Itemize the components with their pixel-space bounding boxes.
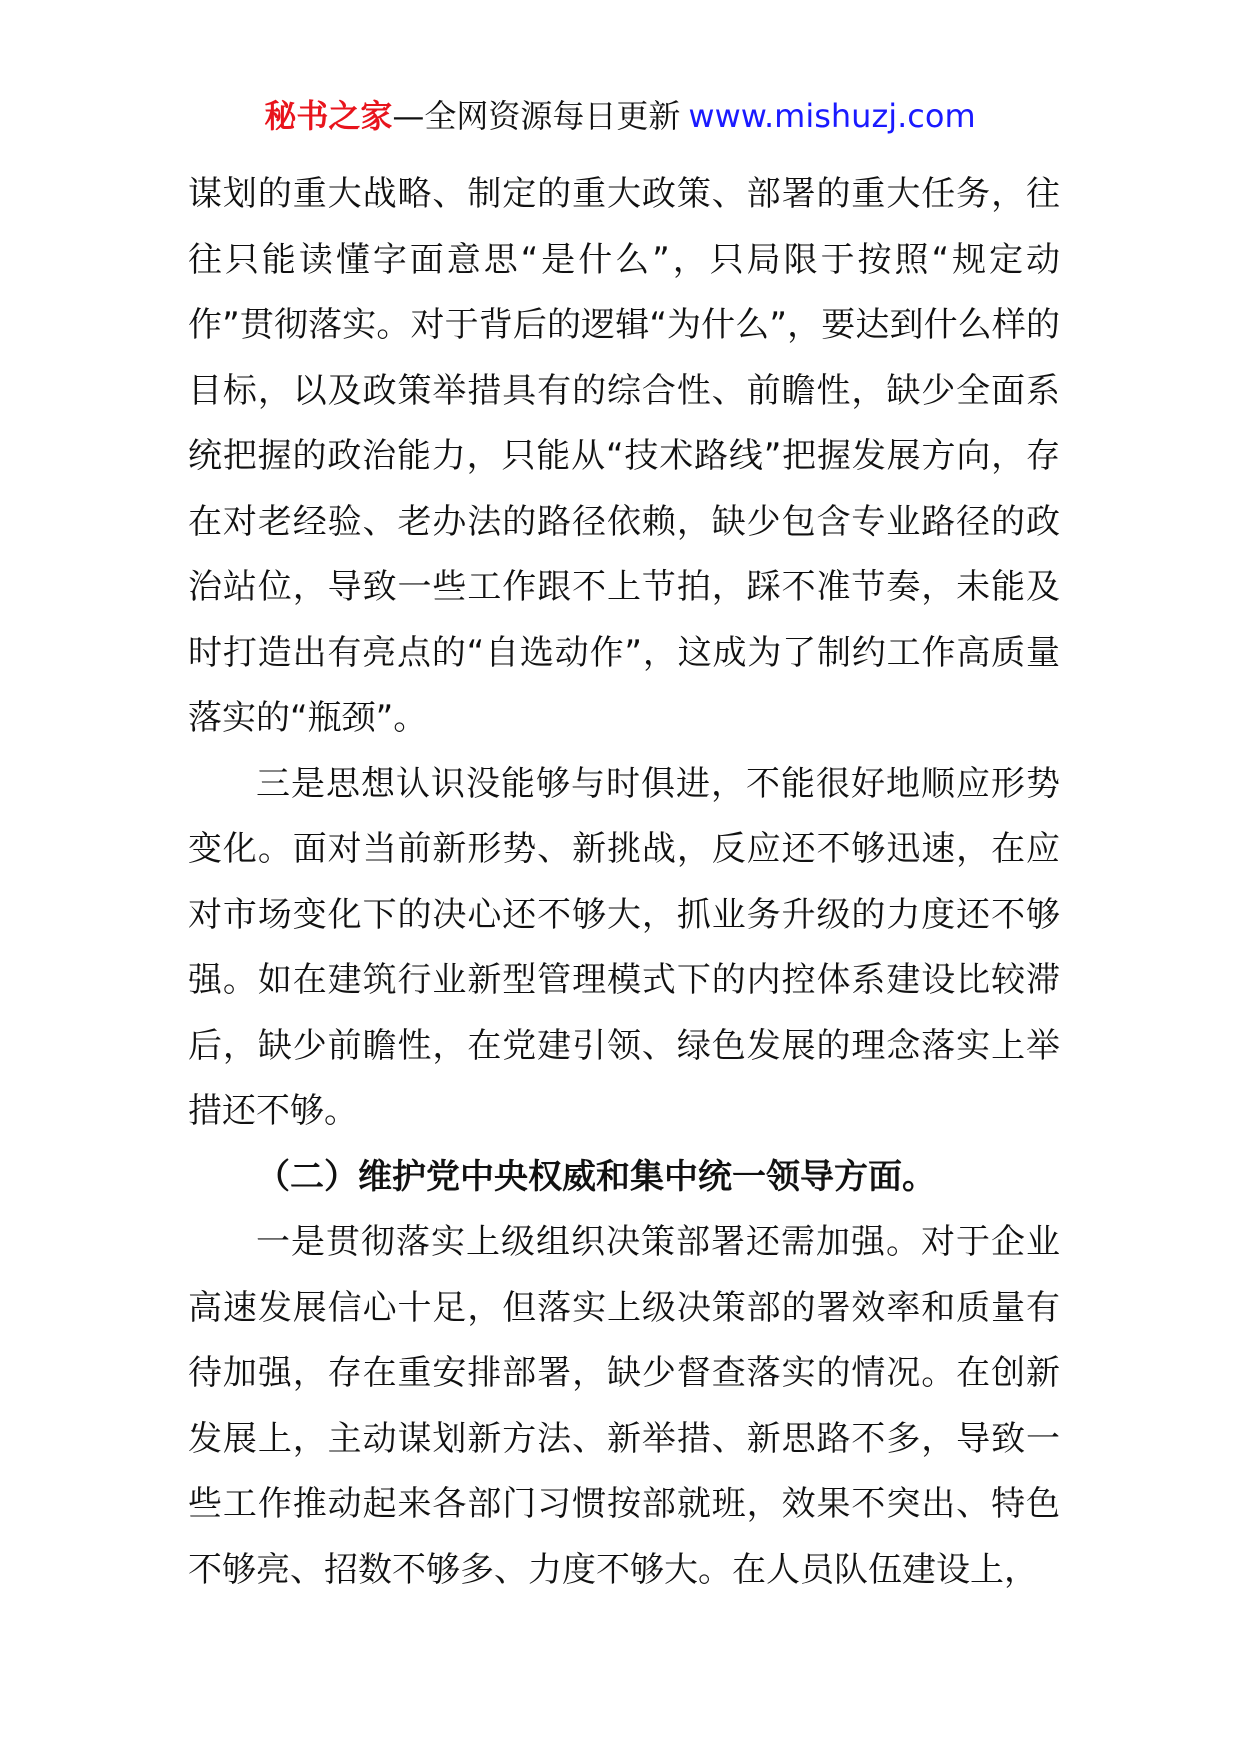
page-header [0,96,1240,136]
paragraph-continuation: 谋划的重大战略、制定的重大政策、部署的重大任务，往往只能读懂字面意思“是什么”，只局限于按照“规定动作”贯彻落实。对于背后的逻辑“为什么”，要达到什么样的目标，以及政策举措具有的综合性、前瞻性，缺少全面系统把握的政治能力，只能从“技术路线”把握发展方向，存在对老经验、老办法的路径依赖，缺少包含专业路径的政治站位，导致一些工作跟不上节拍，踩不准节奏，未能及时打造出有亮点的“自选动作”，这成为了制约工作高质量落实的“瓶颈”。 [188,174,1060,738]
site-url-link[interactable]: www.mishuzj.com [688,97,976,135]
document-body [188,162,1060,1603]
paragraph-point-three: 三是思想认识没能够与时俱进，不能很好地顺应形势变化。面对当前新形势、新挑战，反应还不够迅速，在应对市场变化下的决心还不够大，抓业务升级的力度还不够强。如在建筑行业新型管理模式下的内控体系建设比较滞后，缺少前瞻性，在党建引领、绿色发展的理念落实上举措还不够。 [188,763,1060,1131]
brand-name: 秘书之家 [264,97,393,135]
paragraph-point-one: 一是贯彻落实上级组织决策部署还需加强。对于企业高速发展信心十足，但落实上级决策部的署效率和质量有待加强，存在重安排部署，缺少督查落实的情况。在创新发展上，主动谋划新方法、新举措、新思路不多，导致一些工作推动起来各部门习惯按部就班，效果不突出、特色不够亮、招数不够多、力度不够大。在人员队伍建设上， [188,1222,1060,1590]
section-heading: （二）维护党中央权威和集中统一领导方面。 [256,1156,936,1197]
header-tagline: —全网资源每日更新 [392,97,681,135]
